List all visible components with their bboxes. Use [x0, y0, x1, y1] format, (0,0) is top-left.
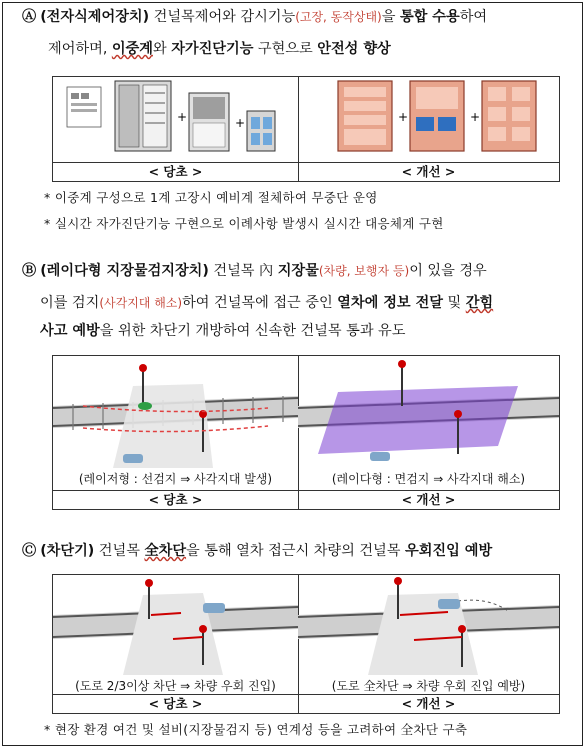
- section-b-line3: [40, 318, 587, 344]
- section-b-caption-before: < 당초 >: [53, 491, 299, 509]
- section-c-heading: [22, 538, 572, 564]
- section-c-caption-before: < 당초 >: [53, 695, 299, 713]
- section-b-line3-bold: 사고 예방: [40, 323, 100, 339]
- section-b-after-label: (레이다형 : 면검지 ⇒ 사각지대 해소): [331, 472, 526, 486]
- section-b-image-row: [52, 355, 560, 491]
- section-c-caption-after: < 개선 >: [401, 696, 456, 711]
- section-c-line1-a: 건널목: [94, 543, 145, 559]
- section-a-caption-row: [52, 163, 560, 182]
- section-b-before-image: [53, 356, 299, 490]
- section-c-before-image: [53, 575, 299, 694]
- section-a-note2: * 실시간 자가진단기능 구현으로 이례사항 발생시 실시간 대응체계 구현: [44, 216, 444, 231]
- section-b-line1-a: 건널목 內: [208, 263, 278, 279]
- section-c-before-label: (도로 2/3이상 차단 ⇒ 차량 우회 진입): [75, 679, 276, 693]
- section-a-note1: * 이중계 구성으로 1계 고장시 예비계 절체하여 무중단 운영: [44, 190, 378, 205]
- section-c-title: (차단기): [40, 543, 95, 559]
- svg-text:+: +: [398, 110, 409, 124]
- section-c-line1-bold2: 우회진입 예방: [404, 543, 493, 559]
- section-b-line2-c: 및: [443, 295, 466, 311]
- section-b-line2-bold: 열차에 정보 전달: [337, 295, 443, 311]
- section-a-marker: Ⓐ: [22, 9, 37, 25]
- section-c-marker: Ⓒ: [22, 543, 37, 559]
- section-a-line2-b: 와: [152, 41, 172, 57]
- svg-text:+: +: [235, 116, 246, 130]
- section-b-line2: [40, 290, 587, 316]
- section-a-line1-bold: 통합 수용: [399, 9, 460, 25]
- section-a-heading: [22, 4, 572, 30]
- section-c-caption-row: [52, 695, 560, 714]
- section-c-after-label: (도로 全차단 ⇒ 차량 우회 진입 예방): [331, 679, 526, 693]
- section-a-line2: [48, 36, 587, 62]
- section-b-heading: [22, 258, 572, 284]
- section-a-line2-a: 제어하며,: [48, 41, 112, 57]
- section-a-line2-bold1: 이중계: [111, 41, 153, 57]
- svg-text:+: +: [470, 110, 481, 124]
- section-c-image-row: [52, 574, 560, 695]
- section-b-after-image: [298, 356, 559, 490]
- section-c-line1-b: 을 통해 열차 접근시 차량의 건널목: [186, 543, 405, 559]
- section-a-image-row: [52, 76, 560, 163]
- section-a-title: (전자식제어장치): [40, 9, 150, 25]
- section-b-line2-b: 하여 건널목에 접근 중인: [182, 295, 338, 311]
- section-a-after-image: [298, 77, 559, 162]
- section-a-caption-before: < 당초 >: [53, 163, 299, 181]
- section-b-caption-after: < 개선 >: [401, 492, 456, 507]
- svg-text:+: +: [177, 110, 188, 124]
- section-b-line1-bold: 지장물: [277, 263, 319, 279]
- section-b-title: (레이다형 지장물검지장치): [40, 263, 209, 279]
- section-c-note1: * 현장 환경 여건 및 설비(지장물검지 등) 연계성 등을 고려하여 全차단 구축: [44, 722, 468, 737]
- section-b-line1-end: 이 있을 경우: [409, 263, 487, 279]
- section-b-line2-a: 이를 검지: [40, 295, 100, 311]
- section-c-after-image: [298, 575, 559, 694]
- section-b-line1-paren: (차량, 보행자 등): [318, 264, 410, 278]
- section-a-line1-tail: 을: [381, 9, 400, 25]
- section-b-line2-bold2: 간힘: [465, 295, 494, 311]
- section-a-line1-text: 건널목제어와 감시기능: [149, 9, 296, 25]
- section-a-caption-after: < 개선 >: [401, 164, 456, 179]
- section-b-marker: Ⓑ: [22, 263, 37, 279]
- section-a-line1-end: 하여: [459, 9, 488, 25]
- section-c-line1-bold: 全차단: [144, 543, 187, 559]
- section-b-before-label: (레이저형 : 선검지 ⇒ 사각지대 발생): [78, 472, 273, 486]
- section-b-line3-rest: 을 위한 차단기 개방하여 신속한 건널목 통과 유도: [99, 323, 406, 339]
- section-a-line2-c: 구현으로: [253, 41, 318, 57]
- section-a-before-image: [53, 77, 299, 162]
- section-b-line2-paren: (사각지대 해소): [99, 296, 183, 310]
- section-b-caption-row: [52, 491, 560, 510]
- section-a-line2-bold3: 안전성 향상: [317, 41, 391, 57]
- section-a-line1-paren: (고장, 동작상태): [295, 10, 382, 24]
- section-a-line2-bold2: 자가진단기능: [171, 41, 254, 57]
